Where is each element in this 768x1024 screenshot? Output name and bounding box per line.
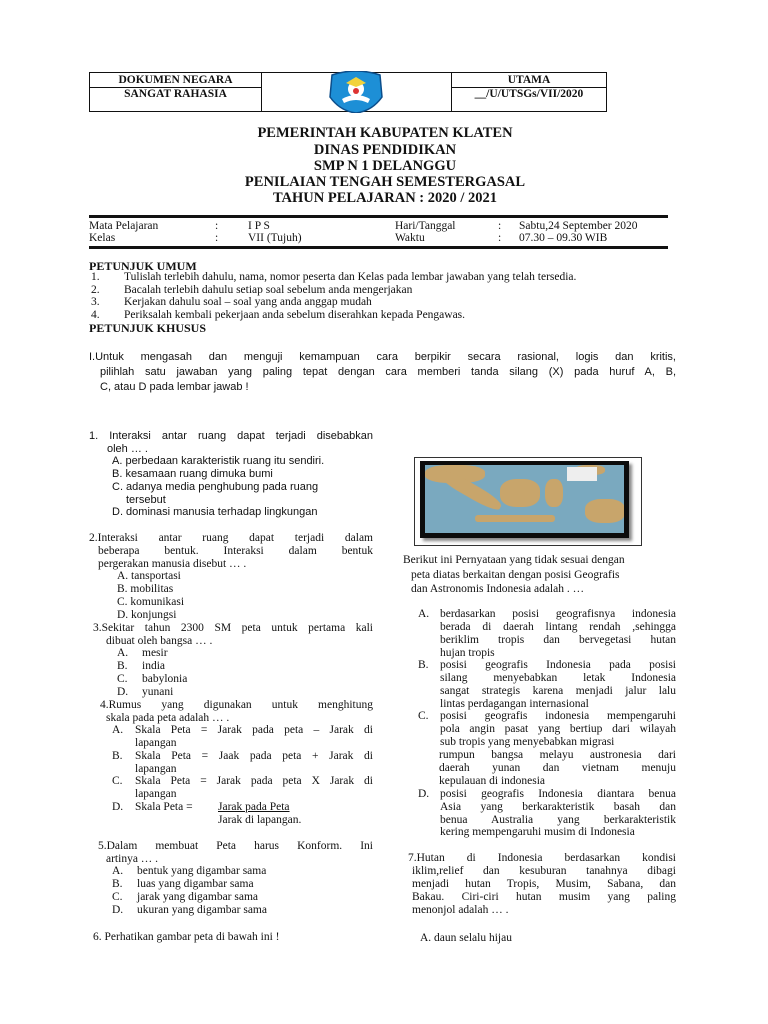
option-label: C. xyxy=(117,673,128,685)
question-6-option-c: rumpun bangsa melayu austronesia dari xyxy=(439,749,676,761)
question-6-option-a: berdasarkan posisi geografisnya indonesia xyxy=(440,608,676,620)
question-5-option-b: luas yang digambar sama xyxy=(137,878,254,890)
utama-label: UTAMA xyxy=(452,73,606,88)
question-6-option-a: beriklim tropis dan bervegetasi hutan xyxy=(440,634,676,646)
classification-cell xyxy=(90,73,262,111)
code-cell xyxy=(452,73,606,111)
general-instructions-heading: PETUNJUK UMUM xyxy=(89,259,197,273)
map-land xyxy=(585,499,624,523)
option-label: D. xyxy=(112,801,124,813)
question-5-option-d: ukuran yang digambar sama xyxy=(137,904,267,916)
question-6-option-d: kering mempengaruhi musim di Indonesia xyxy=(440,826,635,838)
tut-wuri-handayani-logo-icon xyxy=(324,71,388,113)
question-5-text: 5.Dalam membuat Peta harus Konform. Ini xyxy=(98,840,373,852)
question-4-text: 4.Rumus yang digunakan untuk menghitung xyxy=(100,699,373,711)
instruction-text: Periksalah kembali pekerjaan anda sebelum diserahkan kepada Pengawas. xyxy=(124,309,466,321)
question-5-option-a: bentuk yang digambar sama xyxy=(137,865,267,877)
question-2-text: beberapa bentuk. Interaksi dalam bentuk xyxy=(98,545,373,557)
question-3-option-c: babylonia xyxy=(142,673,188,685)
title-school: SMP N 1 DELANGGU xyxy=(313,158,457,174)
question-4-option-c: Skala Peta = Jarak pada peta X Jarak di xyxy=(135,775,373,787)
question-4-option-b: lapangan xyxy=(135,763,177,775)
question-6-stem: dan Astronomis Indonesia adalah . … xyxy=(411,583,585,595)
document-code: __/U/UTSGs/VII/2020 xyxy=(474,88,584,100)
question-7-text: menonjol adalah … . xyxy=(412,904,509,916)
question-1-option-c: C. adanya media penghubung pada ruang xyxy=(112,481,319,493)
question-6-option-b: lintas perdagangan internasional xyxy=(440,698,589,710)
divider-bottom xyxy=(89,246,668,249)
question-7-text: 7.Hutan di Indonesia berdasarkan kondisi xyxy=(408,852,676,864)
instruction-text: Tulislah terlebih dahulu, nama, nomor peserta dan Kelas pada lembar jawaban yang telah tersedia. xyxy=(124,271,577,283)
time-value: 07.30 – 09.30 WIB xyxy=(519,232,608,244)
question-7-text: iklim,relief dan kesuburan tanahnya dibagi xyxy=(412,865,676,877)
special-instructions-heading: PETUNJUK KHUSUS xyxy=(89,321,207,335)
classification-line-2: SANGAT RAHASIA xyxy=(124,88,227,100)
question-6-option-d: Asia yang berkarakteristik basah dan xyxy=(440,801,676,813)
question-1-option-c: tersebut xyxy=(126,494,166,506)
question-4-option-a: lapangan xyxy=(135,737,177,749)
option-label: C. xyxy=(112,775,123,787)
question-6-option-b: posisi geografis Indonesia pada posisi xyxy=(440,659,676,671)
instruction-number: 2. xyxy=(91,284,100,296)
map-legend xyxy=(567,467,597,481)
day-value: Sabtu,24 September 2020 xyxy=(519,220,638,232)
colon: : xyxy=(498,232,502,244)
question-4-option-a: Skala Peta = Jarak pada peta – Jarak di xyxy=(135,724,373,736)
colon: : xyxy=(215,232,219,244)
document-header-box xyxy=(89,72,607,112)
question-6-text: 6. Perhatikan gambar peta di bawah ini ! xyxy=(93,931,280,943)
question-6-option-d: benua Australia yang berkarakteristik xyxy=(440,814,676,826)
question-7-option-a: A. daun selalu hijau xyxy=(420,932,512,944)
question-1-option-a: A. perbedaan karakteristik ruang itu sendiri. xyxy=(112,455,325,467)
question-3-option-b: india xyxy=(142,660,165,672)
option-label: B. xyxy=(112,750,123,762)
question-6-stem: Berikut ini Pernyataan yang tidak sesuai dengan xyxy=(403,554,625,566)
option-label: B. xyxy=(418,659,429,671)
instruction-text: Bacalah terlebih dahulu setiap soal sebelum anda mengerjakan xyxy=(124,284,413,296)
question-3-option-d: yunani xyxy=(142,686,174,698)
indonesia-map-image xyxy=(414,457,642,546)
question-3-option-a: mesir xyxy=(142,647,168,659)
option-label: A. xyxy=(117,647,129,659)
option-label: A. xyxy=(112,724,124,736)
map-land xyxy=(500,479,540,507)
question-6-option-c: kepulauan di indonesia xyxy=(439,775,546,787)
special-instructions-line: C, atau D pada lembar jawab ! xyxy=(100,381,249,393)
map-land xyxy=(545,479,563,507)
instruction-number: 1. xyxy=(91,271,100,283)
special-instructions-line: I.Untuk mengasah dan menguji kemampuan cara berpikir secara rasional, logis dan kritis, xyxy=(89,351,676,363)
question-6-option-c: posisi geografis indonesia mempengaruhi xyxy=(440,710,676,722)
option-label: A. xyxy=(112,865,124,877)
subject-label: Mata Pelajaran xyxy=(89,220,159,232)
day-label: Hari/Tanggal xyxy=(395,220,456,232)
question-6-option-d: posisi geografis Indonesia diantara benua xyxy=(440,788,676,800)
classification-line-1: DOKUMEN NEGARA xyxy=(90,73,261,88)
question-3-text: 3.Sekitar tahun 2300 SM peta untuk pertama kali xyxy=(93,622,373,634)
special-instructions-line: pilihlah satu jawaban yang paling tepat dengan cara memberi tanda silang (X) pada huruf A, B, xyxy=(100,366,676,378)
title-year: TAHUN PELAJARAN : 2020 / 2021 xyxy=(272,190,498,206)
title-office: DINAS PENDIDIKAN xyxy=(313,142,457,158)
question-2-option-c: C. komunikasi xyxy=(117,596,185,608)
question-1-option-d: D. dominasi manusia terhadap lingkungan xyxy=(112,506,318,518)
option-label: D. xyxy=(418,788,430,800)
question-6-option-c: pola angin pasat yang bertiup dari wilayah xyxy=(440,723,676,735)
title-exam: PENILAIAN TENGAH SEMESTERGASAL xyxy=(244,174,526,190)
question-7-text: Bakau. Ciri-ciri hutan musim yang paling xyxy=(412,891,676,903)
logo-cell xyxy=(262,73,452,111)
question-5-text: artinya … . xyxy=(106,853,159,865)
question-1-option-b: B. kesamaan ruang dimuka bumi xyxy=(112,468,273,480)
title-government: PEMERINTAH KABUPATEN KLATEN xyxy=(257,125,513,141)
option-label: D. xyxy=(117,686,129,698)
option-label: C. xyxy=(418,710,429,722)
option-label: D. xyxy=(112,904,124,916)
question-6-option-a: berada di daerah lintang rendah ,sehingga xyxy=(440,621,676,633)
fraction-numerator: Jarak pada Peta xyxy=(218,801,290,813)
question-6-option-b: silang menyebabkan letak Indonesia xyxy=(440,672,676,684)
time-label: Waktu xyxy=(395,232,425,244)
instruction-text: Kerjakan dahulu soal – soal yang anda anggap mudah xyxy=(124,296,372,308)
class-label: Kelas xyxy=(89,232,116,244)
colon: : xyxy=(215,220,219,232)
question-6-stem: peta diatas berkaitan dengan posisi Geografis xyxy=(411,569,620,581)
question-2-text: pergerakan manusia disebut … . xyxy=(98,558,247,570)
option-label: B. xyxy=(112,878,123,890)
instruction-number: 3. xyxy=(91,296,100,308)
question-2-option-d: D. konjungsi xyxy=(117,609,177,621)
question-1-text: 1. Interaksi antar ruang dapat terjadi disebabkan xyxy=(89,430,373,442)
question-2-option-a: A. tansportasi xyxy=(117,570,181,582)
question-4-text: skala pada peta adalah … . xyxy=(106,712,230,724)
question-4-option-d: Skala Peta = xyxy=(135,801,193,813)
question-6-option-c: daerah yunan dan vietnam menuju xyxy=(439,762,676,774)
question-4-option-c: lapangan xyxy=(135,788,177,800)
divider-top xyxy=(89,215,668,218)
question-4-option-b: Skala Peta = Jaak pada peta + Jarak di xyxy=(135,750,373,762)
instruction-number: 4. xyxy=(91,309,100,321)
question-5-option-c: jarak yang digambar sama xyxy=(137,891,259,903)
question-3-text: dibuat oleh bangsa … . xyxy=(106,635,213,647)
option-label: B. xyxy=(117,660,128,672)
question-1-text: oleh … . xyxy=(107,443,148,455)
question-2-option-b: B. mobilitas xyxy=(117,583,174,595)
option-label: C. xyxy=(112,891,123,903)
option-label: A. xyxy=(418,608,430,620)
subject-value: I P S xyxy=(248,220,270,232)
colon: : xyxy=(498,220,502,232)
question-2-text: 2.Interaksi antar ruang dapat terjadi dalam xyxy=(89,532,373,544)
question-6-option-b: sangat strategis karena menjadi jalur lalu xyxy=(440,685,676,697)
map-sea xyxy=(425,465,624,533)
class-value: VII (Tujuh) xyxy=(248,232,302,244)
map-land xyxy=(475,515,555,522)
question-6-option-a: hujan tropis xyxy=(440,647,495,659)
question-6-option-c: sub tropis yang menyebabkan migrasi xyxy=(440,736,615,748)
fraction-denominator: Jarak di lapangan. xyxy=(218,814,302,826)
map-frame xyxy=(420,461,629,538)
question-7-text: menjadi hutan Tropis, Musim, Sabana, dan xyxy=(412,878,676,890)
